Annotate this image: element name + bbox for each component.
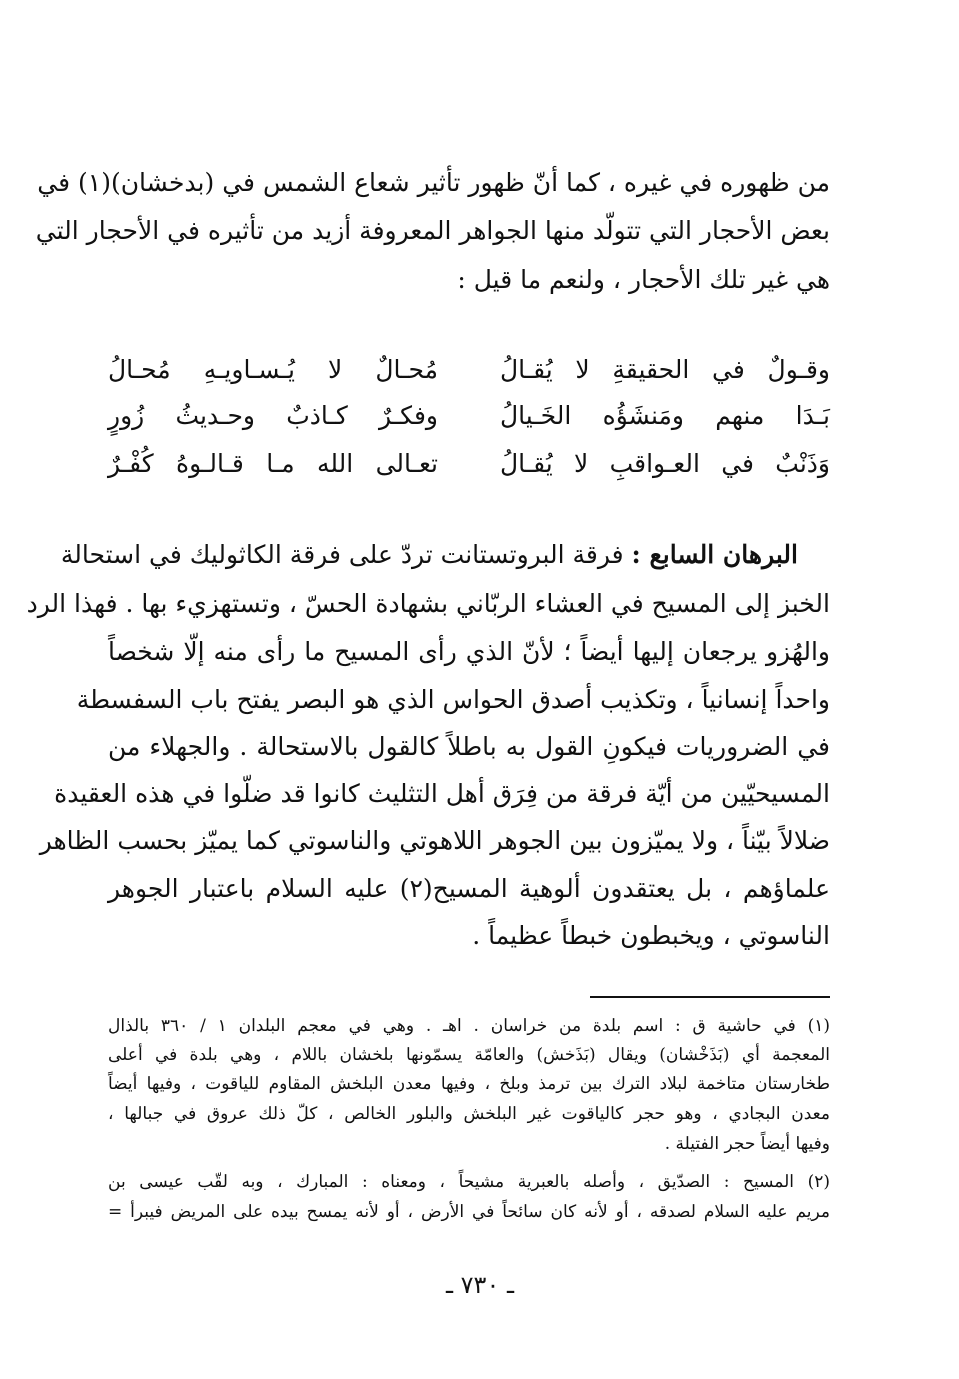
verse-2-second-hemistich: وفكـرٌ كـاذبٌ وحـديثُ زُورٍ: [108, 401, 438, 430]
proof-line-8: علماؤهم ، بل يعتقدون ألوهية المسيح(٢) عليه السلام باعتبار الجوهر: [108, 874, 830, 903]
verse-2-first-hemistich: بَـدَا منهم ومَنشَؤُه الخَـيالُ: [500, 401, 830, 430]
poem-verse-1: [108, 352, 830, 388]
proof-line-6: المسيحيّين من أيّة فرقة من فِرَق أهل التثليث كانوا قد ضلّوا في هذه العقيدة: [54, 779, 830, 808]
proof-line-1: [60, 538, 830, 572]
poem-verse-2: [108, 398, 830, 434]
proof-first-line-text: فرقة البروتستانت تردّ على فرقة الكاثوليك في استحالة: [60, 540, 624, 569]
footnote-1-line-5: وفيها أيضاً حجر الفتيلة .: [664, 1134, 830, 1154]
proof-line-4: واحداً إنسانياً ، وتكذيب أصدق الحواس الذي هو البصر يفتح باب السفسطة: [76, 685, 830, 714]
verse-3-second-hemistich: تعـالى الله مـا قـالـوهُ كُفْـرٌ: [108, 449, 438, 478]
proof-heading: البرهان السابع :: [631, 540, 798, 569]
poem-verse-3: [108, 446, 830, 482]
footnote-1-line-4: معدن البجادي ، وهو حجر كالياقوت غير البلخش والبلور الخالص ، كلّ ذلك عروق في جبالها ،: [108, 1104, 830, 1124]
proof-line-2: الخبز إلى المسيح في العشاء الربّاني بشهادة الحسّ ، وتستهزيء بها . فهذا الرد: [26, 589, 830, 618]
intro-line-3: هي غير تلك الأحجار ، ولنعم ما قيل :: [457, 265, 830, 294]
verse-1-first-hemistich: وقـولٌ في الحقيقةِ لا يُقـالُ: [500, 355, 830, 384]
proof-line-7: ضلالاً بيّناً ، ولا يميّزون بين الجوهر اللاهوتي والناسوتي كما يميّز بحسب الظاهر: [39, 826, 830, 855]
footnote-separator: [590, 996, 830, 998]
footnote-1-line-1: (١) في حاشية ق : اسم بلدة من خراسان . اهـ . وهي في معجم البلدان ١ / ٣٦٠ بالذال: [108, 1016, 830, 1036]
proof-line-9: الناسوتي ، ويخبطون خبطاً عظيماً .: [472, 921, 830, 950]
verse-3-first-hemistich: وَذَنْبٌ في العـواقبِ لا يُقـالُ: [500, 449, 830, 478]
proof-line-5: في الضروريات فيكونِ القول به باطلاً كالقول بالاستحالة . والجهلاء من: [108, 732, 830, 761]
proof-line-3: والهُزو يرجعان إليها أيضاً ؛ لأنّ الذي رأى المسيح ما رأى منه إلّا شخصاً: [108, 637, 830, 666]
footnote-1-line-3: طخارستان متاخمة لبلاد الترك بين ترمذ وبلخ ، وفيها معدن البلخش المقاوم للياقوت ، وفيها أيضاً: [108, 1074, 830, 1094]
footnote-1-line-2: المعجمة أي (بَذَخْشان) ويقال (بَذَخش) والعامّة يسمّونها بلخشان باللام ، وهي بلدة في أعلى: [108, 1045, 830, 1065]
footnote-2-line-2: مريم عليه السلام لصدقه ، أو لأنه كان سائحاً في الأرض ، أو لأنه يمسح بيده على المريض فيبرأ =: [108, 1202, 830, 1222]
footnote-2-line-1: (٢) المسيح : الصدّيق ، وأصله بالعبرية مشيحاً ، ومعناه : المبارك ، وبه لقّب عيسى بن: [108, 1172, 830, 1192]
intro-line-1: من ظهوره في غيره ، كما أنّ ظهور تأثير شعاع الشمس في (بدخشان)(١) في: [37, 168, 830, 197]
intro-line-2: بعض الأحجار التي تتولّد منها الجواهر المعروفة أزيد من تأثيره في الأحجار التي: [35, 216, 830, 245]
page-number: ـ ٧٣٠ ـ: [445, 1271, 514, 1299]
verse-1-second-hemistich: مُحـالٌ لا يُـسـاويـهِ مُحـالُ: [108, 355, 438, 384]
